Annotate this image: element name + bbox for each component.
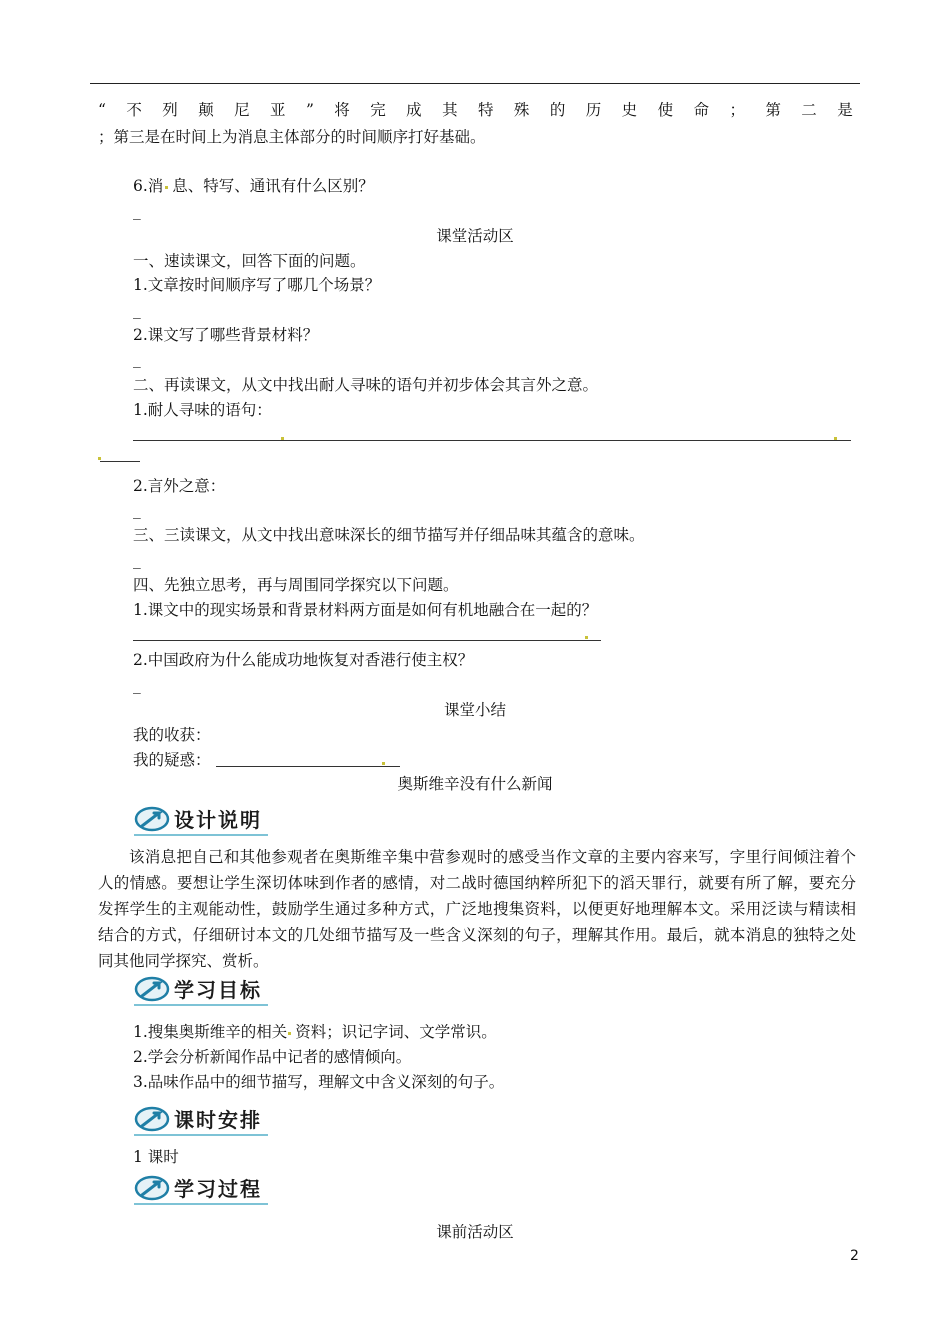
- answer-blank: [133, 640, 601, 641]
- spread-char: 是: [837, 101, 853, 119]
- spread-char: 的: [549, 101, 566, 119]
- spread-char: 历: [585, 101, 602, 119]
- section-heading: 课堂小结: [443, 701, 506, 719]
- spread-char: 使: [657, 101, 674, 119]
- answer-blank: [100, 461, 140, 462]
- spread-line: [98, 100, 853, 120]
- spread-char: “: [98, 101, 106, 119]
- mark-dot: [165, 186, 168, 189]
- spread-char: 史: [621, 101, 638, 119]
- gain-label: 我的收获：: [133, 726, 211, 744]
- spread-char: 命: [693, 101, 710, 119]
- text-line: ；第三是在时间上为消息主体部分的时间顺序打好基础。: [98, 128, 486, 146]
- spread-char: 第: [765, 101, 781, 119]
- arrow-badge-icon: [132, 1172, 172, 1202]
- section-heading: 课堂活动区: [436, 227, 514, 245]
- task-1: 一、速读课文，回答下面的问题。: [133, 252, 366, 270]
- page-number: 2: [850, 1248, 859, 1264]
- arrow-badge-icon: [132, 1103, 172, 1133]
- banner-underline: [134, 1203, 268, 1205]
- section-heading: 课前活动区: [436, 1223, 514, 1241]
- banner-title: 课时安排: [174, 1107, 262, 1132]
- task-4-q1: 1.课文中的现实场景和背景材料两方面是如何有机地融合在一起的？: [133, 601, 598, 619]
- banner-title: 学习过程: [174, 1176, 262, 1201]
- spread-char: 尼: [234, 101, 250, 119]
- goal-3: 3.品味作品中的细节描写，理解文中含义深刻的句子。: [133, 1073, 505, 1091]
- spread-char: 成: [406, 101, 422, 119]
- task-2: 二、再读课文，从文中找出耐人寻味的语句并初步体会其言外之意。: [133, 376, 599, 394]
- answer-blank: [133, 440, 851, 441]
- task-4: 四、先独立思考，再与周围同学探究以下问题。: [133, 576, 459, 594]
- spread-char: 列: [162, 101, 178, 119]
- banner-goals: [132, 973, 262, 1003]
- design-paragraph: 该消息把自己和其他参观者在奥斯维辛集中营参观时的感受当作文章的主要内容来写，字里行间倾注着个人的情感。要想让学生深切体味到作者的感情，对二战时德国纳粹所犯下的滔天罪行，就要有所了解，要充分发挥学生的主观能动性，鼓励学生通过多种方式，广泛地搜集资料，以便更好地理解本文。采用泛读与精读相结合的方式，仔细研讨本文的几处细节描写及一些含义深刻的句子，理解其作用。最后，就本消息的独特之处同其他同学探究、赏析。: [98, 848, 856, 970]
- spread-char: 其: [442, 101, 458, 119]
- task-1-q1: 1.文章按时间顺序写了哪几个场景？: [133, 276, 381, 294]
- mark-dot: [585, 636, 588, 639]
- spread-char: 特: [477, 101, 494, 119]
- task-2-q1: 1.耐人寻味的语句：: [133, 401, 272, 419]
- banner-title: 设计说明: [174, 807, 262, 832]
- goal-1: 1.搜集奥斯维辛的相关 资料；识记字词、文学常识。: [133, 1023, 497, 1041]
- mark-dot: [281, 437, 284, 440]
- header-rule: [90, 83, 860, 84]
- mark-dot: [98, 457, 101, 460]
- question-6: 6.消 息、特写、通讯有什么区别？: [133, 177, 374, 195]
- spread-char: ；: [729, 101, 745, 119]
- task-3: 三、三读课文，从文中找出意味深长的细节描写并仔细品味其蕴含的意味。: [133, 526, 645, 544]
- spread-char: 二: [801, 101, 817, 119]
- answer-mark: _: [133, 676, 141, 694]
- answer-mark: _: [133, 501, 141, 519]
- answer-blank: [216, 766, 400, 767]
- spread-char: ”: [305, 101, 314, 119]
- schedule-value: 1 课时: [133, 1148, 179, 1166]
- spread-char: 将: [334, 101, 350, 119]
- banner-underline: [134, 1134, 268, 1136]
- lesson-title: 奥斯维辛没有什么新闻: [397, 775, 553, 793]
- mark-dot: [834, 437, 837, 440]
- arrow-badge-icon: [132, 973, 172, 1003]
- banner-title: 学习目标: [174, 977, 262, 1002]
- arrow-badge-icon: [132, 803, 172, 833]
- goal-2: 2.学会分析新闻作品中记者的感情倾向。: [133, 1048, 412, 1066]
- answer-mark: _: [133, 551, 141, 569]
- answer-mark: _: [133, 350, 141, 368]
- spread-char: 完: [370, 101, 386, 119]
- banner-underline: [134, 1004, 268, 1006]
- banner-schedule: [132, 1103, 262, 1133]
- mark-dot: [288, 1032, 291, 1035]
- banner-underline: [134, 834, 268, 836]
- task-2-q2: 2.言外之意：: [133, 477, 226, 495]
- spread-char: 不: [126, 101, 142, 119]
- answer-mark: _: [133, 301, 141, 319]
- task-1-q2: 2.课文写了哪些背景材料？: [133, 326, 319, 344]
- task-4-q2: 2.中国政府为什么能成功地恢复对香港行使主权？: [133, 651, 474, 669]
- spread-char: 亚: [270, 101, 286, 119]
- doubt-label: 我的疑惑：: [133, 751, 211, 769]
- banner-design: [132, 803, 262, 833]
- spread-char: 颠: [198, 101, 214, 119]
- mark-dot: [382, 762, 385, 765]
- spread-char: 殊: [513, 101, 530, 119]
- answer-mark: _: [133, 202, 141, 220]
- banner-process: [132, 1172, 262, 1202]
